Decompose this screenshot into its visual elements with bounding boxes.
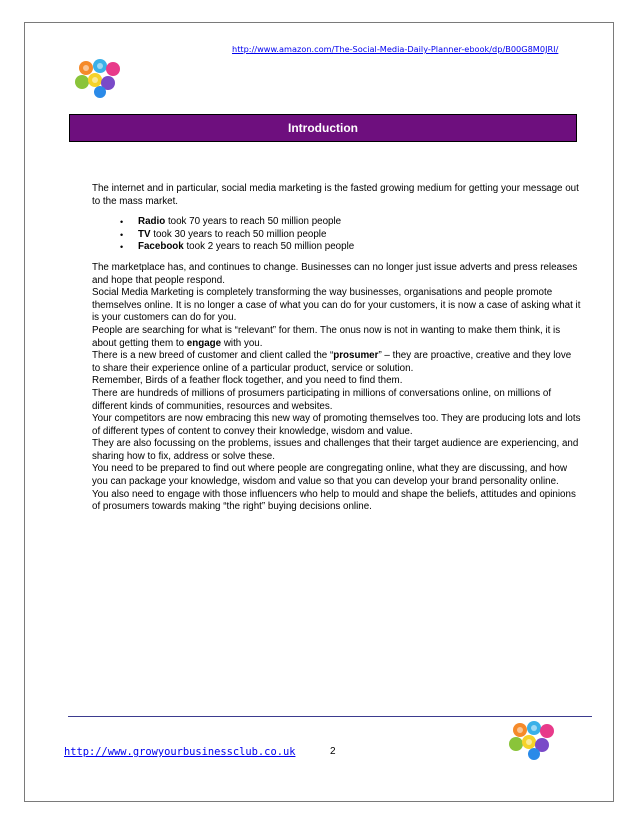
paragraph: Remember, Birds of a feather flock together, and you need to find them.: [92, 375, 403, 387]
paragraph: You also need to engage with those influencers who help to mould and shape the beliefs, attitudes and opinions of prosumers towards making “the right” buying decisions online.: [92, 488, 576, 513]
body-content: [92, 183, 582, 514]
intro-paragraph: The internet and in particular, social media marketing is the fasted growing medium for getting your message out to the mass market.: [92, 183, 579, 207]
social-icons-logo: [508, 720, 558, 762]
paragraph: Your competitors are now embracing this new way of promoting themselves too. They are producing lots and lots of different types of content to convey their knowledge, wisdom and value.: [92, 413, 581, 437]
bullet-icon: •: [120, 217, 124, 228]
bullet-icon: •: [120, 242, 124, 253]
bullet-item: • TV took 30 years to reach 50 million people: [120, 228, 327, 240]
paragraph: Social Media Marketing is completely transforming the way businesses, organisations and people promote themselves online. It is no longer a case of what you can do for your customers, it is now a case of asking what it is your customers can do for you.: [92, 287, 581, 324]
paragraph: There is a new breed of customer and client called the “prosumer” – they are proactive, creative and they love to share their experience online of a particular product, service or solution.: [92, 350, 572, 374]
bullet-item: • Facebook took 2 years to reach 50 million people: [120, 241, 355, 253]
footer-divider: [68, 716, 592, 717]
footer-url-link[interactable]: http://www.growyourbusinessclub.co.uk: [64, 746, 296, 758]
page-number: 2: [330, 746, 336, 757]
paragraph: There are hundreds of millions of prosumers participating in millions of conversations online, on millions of different kinds of communities, resources and websites.: [92, 387, 552, 412]
bullet-item: • Radio took 70 years to reach 50 million people: [120, 216, 342, 228]
bullet-list: [92, 216, 582, 254]
social-icons-logo: [74, 58, 124, 100]
paragraph: The marketplace has, and continues to change. Businesses can no longer just issue adverts and press releases and hope that people respond.: [92, 261, 578, 286]
section-title: Introduction: [288, 121, 358, 135]
paragraph: People are searching for what is “relevant” for them. The onus now is not in wanting to make them think, it is about getting them to engage with you.: [92, 324, 561, 349]
paragraph: They are also focussing on the problems, issues and challenges that their target audience are experiencing, and sharing how to fix, address or solve these.: [92, 438, 579, 462]
section-title-bar: [69, 114, 577, 142]
paragraph: You need to be prepared to find out where people are congregating online, what they are discussing, and how you can package your knowledge, wisdom and value so that you can develop your brand personality online.: [92, 463, 568, 488]
bullet-icon: •: [120, 229, 124, 240]
header-url-link[interactable]: http://www.amazon.com/The-Social-Media-Daily-Planner-ebook/dp/B00G8M0JRI/: [232, 44, 559, 54]
